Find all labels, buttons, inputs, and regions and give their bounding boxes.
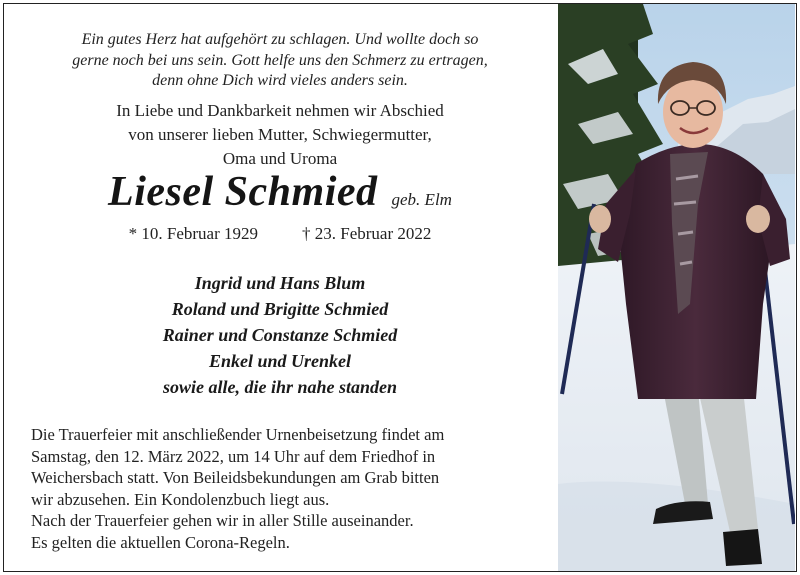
notice-line: wir abzusehen. Ein Kondolenzbuch liegt aus. bbox=[31, 489, 330, 509]
notice-line: Es gelten die aktuellen Corona-Regeln. bbox=[31, 532, 290, 552]
life-dates bbox=[4, 224, 556, 244]
verse-line: gerne noch bei uns sein. Gott helfe uns den Schmerz zu ertragen, bbox=[72, 51, 488, 69]
birth-date: * 10. Februar 1929 bbox=[128, 224, 258, 243]
glove-right bbox=[746, 205, 770, 233]
mourner-line: Enkel und Urenkel bbox=[208, 351, 352, 371]
notice-line: Die Trauerfeier mit anschließender Urnenbeisetzung findet am bbox=[31, 425, 445, 444]
mourner-line: Ingrid und Hans Blum bbox=[194, 273, 366, 293]
maiden-name: geb. Elm bbox=[391, 190, 452, 209]
portrait-illustration bbox=[558, 4, 795, 571]
notice-line: Weichersbach statt. Von Beileidsbekundungen am Grab bitten bbox=[31, 468, 440, 487]
mourner-line: sowie alle, die ihr nahe standen bbox=[162, 377, 398, 397]
memorial-verse bbox=[4, 30, 556, 92]
death-date: † 23. Februar 2022 bbox=[302, 224, 432, 243]
notice-line: Samstag, den 12. März 2022, um 14 Uhr auf dem Friedhof in bbox=[31, 446, 436, 466]
obituary-text-column bbox=[4, 4, 556, 571]
farewell-line: Oma und Uroma bbox=[222, 149, 338, 168]
farewell-line: In Liebe und Dankbarkeit nehmen wir Abschied bbox=[116, 101, 444, 120]
farewell-line: von unserer lieben Mutter, Schwiegermutter, bbox=[128, 125, 432, 144]
verse-line: Ein gutes Herz hat aufgehört zu schlagen. Und wollte doch so bbox=[81, 31, 479, 48]
deceased-name: Liesel Schmied bbox=[108, 169, 378, 215]
portrait-photo bbox=[558, 4, 795, 571]
deceased-name-row bbox=[4, 168, 556, 216]
farewell-text bbox=[4, 99, 556, 171]
verse-line: denn ohne Dich wird vieles anders sein. bbox=[152, 72, 408, 89]
funeral-notice bbox=[31, 424, 541, 553]
mourner-line: Roland und Brigitte Schmied bbox=[171, 299, 389, 319]
mourner-line: Rainer und Constanze Schmied bbox=[162, 325, 398, 345]
notice-line: Nach der Trauerfeier gehen wir in aller Stille auseinander. bbox=[31, 511, 414, 530]
glove-left bbox=[589, 205, 611, 233]
mourners-list bbox=[4, 270, 556, 400]
shoe-right bbox=[723, 529, 762, 566]
